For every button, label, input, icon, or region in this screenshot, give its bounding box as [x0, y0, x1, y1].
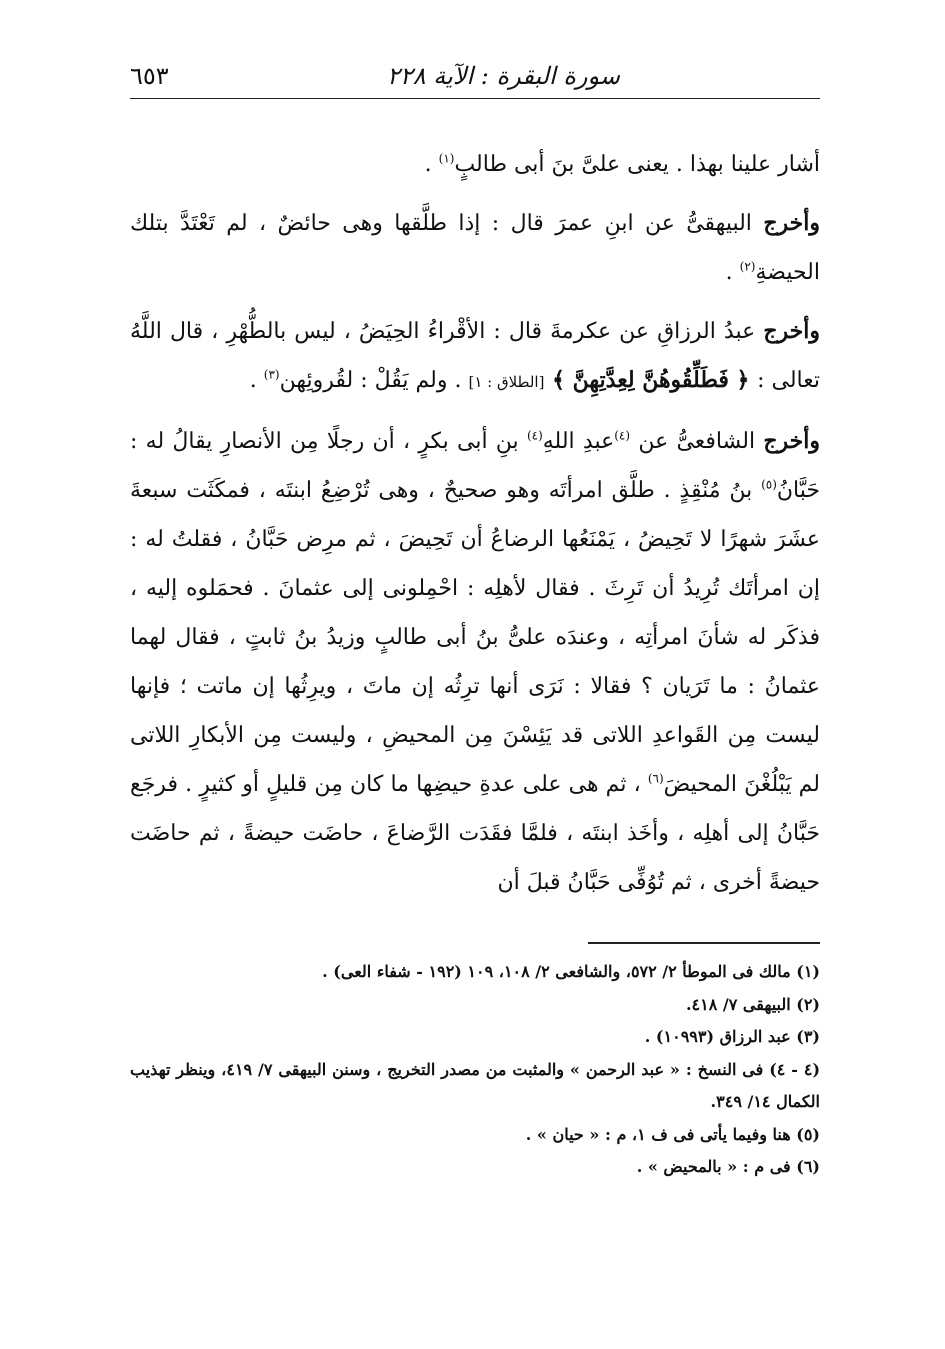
- footnote-6: (٦) فى م : « بالمحيض » .: [636, 1157, 820, 1176]
- running-header: [130, 58, 820, 99]
- paragraph-3: [130, 307, 820, 407]
- header-title: سورة البقرة : الآية ٢٢٨: [386, 62, 620, 90]
- paragraph-2: [130, 199, 820, 297]
- paragraph-text-2: . ولم يَقُلْ : لقُروئِهن: [279, 368, 469, 393]
- paragraph-1: [130, 140, 820, 189]
- footnote-marker: (٦): [647, 771, 664, 786]
- footnote-marker: (١): [438, 151, 455, 166]
- paragraph-text-4: بنُ مُنْقِذٍ . طلَّق امرأتَه وهو صحيحٌ ، وهى تُرْضِعُ ابنتَه ، فمكَثَت سبعةَ عشَرَ شهرًا لا تَحِيضُ ، يَمْنَعُها الرضاعُ أن تَحِيضَ ، ثم مرِض حَبَّانُ ، فقلتُ له : إن امرأتَك تُرِيدُ أن تَرِثَ . فقال لأهلِه : احْمِلونى إلى عثمانَ . فحمَلوه إليه ، فذكَر له شأنَ امرأتِه ، وعندَه علىُّ بنُ أبى طالبٍ وزيدُ بنُ ثابتٍ ، فقال لهما عثمانُ : ما تَرَيان ؟ فقالا : نَرَى أنها ترِثُه إن ماتَ ، ويرِثُها إن ماتت ؛ فإنها ليست مِن القَواعدِ اللاتى قد يَئِسْنَ مِن المحيضِ ، وليست مِن الأبكارِ اللاتى لم يَبْلُغْنَ المحيضَ: [130, 478, 820, 797]
- paragraph-tail: .: [249, 368, 264, 393]
- paragraph-text: الشافعىُّ عن: [630, 429, 764, 454]
- footnote-marker: (٤): [614, 428, 631, 443]
- footnote-divider: [588, 942, 820, 944]
- footnote-5: (٥) هنا وفيما يأتى فى ف ١، م : « حيان » .: [525, 1124, 820, 1144]
- footnote-2: (٢) البيهقى ٧/ ٤١٨.: [685, 994, 820, 1014]
- paragraph-lead: وأخرج: [763, 428, 820, 454]
- footnote-marker: (٢): [739, 259, 756, 274]
- footnotes: [130, 956, 820, 1184]
- footnote-4: (٤ - ٤) فى النسخ : « عبد الرحمن » والمثبت من مصدر التخريج ، وسنن البيهقى ٧/ ٤١٩، وينظر تهذيب الكمال ١٤/ ٣٤٩.: [130, 1059, 821, 1111]
- paragraph-lead: وأخرج: [763, 318, 820, 344]
- page-number: ٦٥٣: [130, 62, 169, 90]
- paragraph-text-5: ، ثم هى على عدةِ حيضِها ما كان مِن قليلٍ أو كثيرٍ . فرجَع حَبَّانُ إلى أهلِه ، وأخَذ ابنتَه ، فلمَّا فقَدَت الرَّضاعَ ، حاضَت حيضةً ، ثم حاضَت حيضةً أخرى ، ثم تُوُفِّى حَبَّانُ قبلَ أن: [130, 772, 820, 895]
- footnote-marker: (٣): [263, 367, 280, 382]
- paragraph-text: أشار علينا بهذا . يعنى علىَّ بنَ أبى طالبٍ: [454, 152, 820, 177]
- paragraph-4: [130, 417, 820, 907]
- paragraph-tail: .: [424, 152, 439, 177]
- footnote-1: (١) مالك فى الموطأ ٢/ ٥٧٢، والشافعى ٢/ ١٠٨، ١٠٩ (١٩٢ - شفاء العى) .: [322, 962, 820, 981]
- paragraph-tail: .: [725, 260, 740, 285]
- footnote-marker: (٥): [761, 477, 777, 492]
- paragraph-lead: وأخرج: [763, 210, 820, 236]
- paragraph-text: البيهقىُّ عن ابنِ عمرَ قال : إذا طلَّقها وهى حائضٌ ، لم تَعْتَدَّ بتلك الحيضةِ: [130, 211, 820, 285]
- paragraph-text: عبدُ الرزاقِ عن عكرمةَ قال : الأقْراءُ الحِيَضُ ، ليس بالطُّهْرِ ، قال اللَّهُ تعالى :: [130, 319, 820, 393]
- verse-reference: [الطلاق : ١]: [468, 373, 545, 391]
- footnote-marker: (٤): [526, 428, 543, 443]
- paragraph-text-2: عبدِ اللهِ: [542, 429, 615, 454]
- footnote-3: (٣) عبد الرزاق (١٠٩٩٣) .: [644, 1027, 820, 1046]
- quran-quote: ﴿ فَطَلِّقُوهُنَّ لِعِدَّتِهِنَّ ﴾: [544, 367, 758, 393]
- paragraph-text-3: بنِ أبى بكرٍ ، أن رجلًا مِن الأنصارِ يقالُ له : حَبَّانُ: [130, 429, 820, 503]
- main-text: [130, 140, 820, 917]
